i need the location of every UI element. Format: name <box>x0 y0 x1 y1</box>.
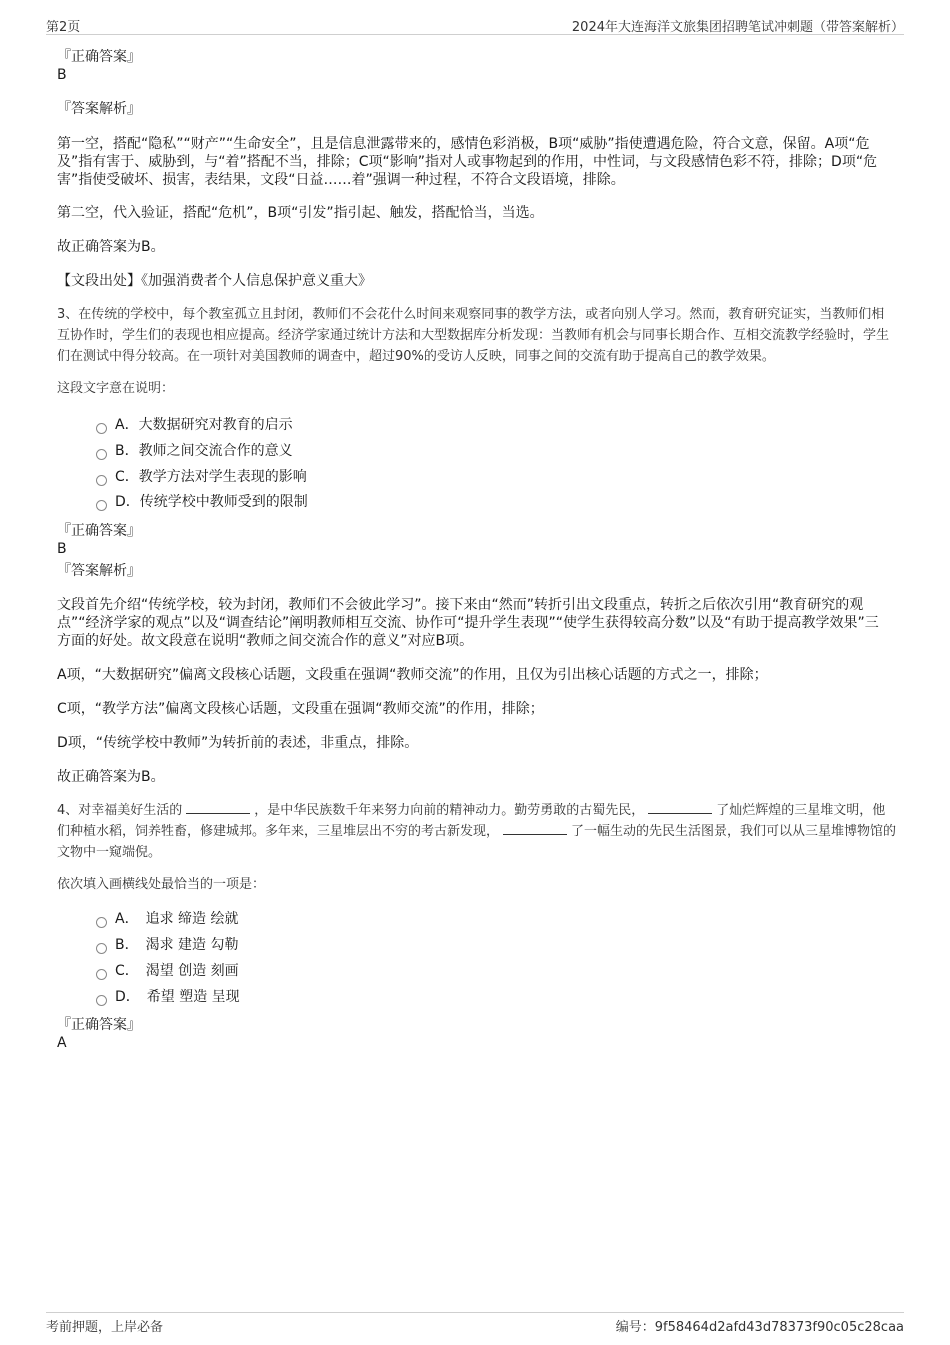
q3-answer: B <box>57 541 67 557</box>
page-footer <box>46 1312 904 1335</box>
document-title: 2024年大连海洋文旅集团招聘笔试冲刺题（带答案解析） <box>571 20 904 35</box>
option-label: C． 渴望 创造 刻画 <box>115 963 239 979</box>
q3-analysis-p4: D项，“传统学校中教师”为转折前的表述，非重点，排除。 <box>57 735 419 751</box>
q3-option-a[interactable] <box>96 416 293 434</box>
radio-icon[interactable] <box>96 917 107 928</box>
option-label: B． 渴求 建造 勾勒 <box>115 937 239 953</box>
q4-answer-label: 『正确答案』 <box>57 1017 141 1033</box>
q4-option-d[interactable] <box>96 988 240 1006</box>
q4-answer: A <box>57 1035 67 1051</box>
q3-analysis-p1: 文段首先介绍“传统学校，较为封闭，教师们不会彼此学习”。接下来由“然而”转折引出文段重点，转折之后依次引用“教育研究的观点”“经济学家的观点”以及“调查结论”阐明教师相互交流、协作可“提升学生表现”“使学生获得较高分数”以及“有助于提高教学效果”三方面的好处。故文段意在说明“教师之间交流合作的意义”对应B项。 <box>57 597 879 649</box>
q3-answer-label: 『正确答案』 <box>57 523 141 539</box>
q3-option-c[interactable] <box>96 468 307 486</box>
page-number: 第2页 <box>46 20 81 35</box>
q4-option-c[interactable] <box>96 962 239 980</box>
footer-slogan: 考前押题，上岸必备 <box>46 1320 164 1335</box>
radio-icon[interactable] <box>96 475 107 486</box>
q4-stem-part-c: 了灿烂辉煌的三星堆文明，他们种植水稻，饲养牲畜，修建城邦。多年来，三星堆层出不穷的考古新发现， <box>57 803 886 839</box>
q4-stem-part-b: ，是中华民族数千年来努力向前的精神动力。勤劳勇敢的古蜀先民， <box>254 803 645 818</box>
radio-icon[interactable] <box>96 500 107 511</box>
q3-analysis-label: 『答案解析』 <box>57 563 141 579</box>
q2-analysis-p1: 第一空，搭配“隐私”“财产”“生命安全”，且是信息泄露带来的，感情色彩消极，B项“威胁”指使遭遇危险，符合文意，保留。A项“危及”指有害于、威胁到，与“着”搭配不当，排除；C项“影响”指对人或事物起到的作用，中性词，与文段感情色彩不符，排除；D项“危害”指使受破坏、损害，表结果，文段“日益……着”强调一种过程，不符合文段语境，排除。 <box>57 136 878 188</box>
option-label: D．传统学校中教师受到的限制 <box>115 494 308 510</box>
q2-source: 【文段出处】《加强消费者个人信息保护意义重大》 <box>57 273 372 289</box>
radio-icon[interactable] <box>96 943 107 954</box>
q3-prompt: 这段文字意在说明： <box>57 381 175 396</box>
option-label: A． 追求 缔造 绘就 <box>115 911 239 927</box>
q3-option-b[interactable] <box>96 442 293 460</box>
radio-icon[interactable] <box>96 995 107 1006</box>
option-label: D． 希望 塑造 呈现 <box>115 989 240 1005</box>
page-header <box>46 14 904 35</box>
q3-option-d[interactable] <box>96 493 308 511</box>
q4-option-a[interactable] <box>96 910 238 928</box>
fill-blank-3 <box>503 821 567 835</box>
option-label: A．大数据研究对教育的启示 <box>115 417 293 433</box>
q3-stem: 3、在传统的学校中，每个教室孤立且封闭，教师们不会花什么时间来观察同事的教学方法，或者向别人学习。然而，教育研究证实，当教师们相互协作时，学生们的表现也相应提高。经济学家通过统计方法和大型数据库分析发现：当教师有机会与同事长期合作、互相交流教学经验时，学生们在测试中得分较高。在一项针对美国教师的调查中，超过90%的受访人反映，同事之间的交流有助于提高自己的教学效果。 <box>57 307 890 364</box>
radio-icon[interactable] <box>96 423 107 434</box>
document-id: 编号：9f58464d2afd43d78373f90c05c28caa <box>615 1320 904 1335</box>
option-label: B．教师之间交流合作的意义 <box>115 443 293 459</box>
fill-blank-2 <box>648 800 712 814</box>
option-label: C．教学方法对学生表现的影响 <box>115 469 307 485</box>
q3-analysis-p2: A项，“大数据研究”偏离文段核心话题，文段重在强调“教师交流”的作用，且仅为引出核心话题的方式之一，排除； <box>57 667 768 683</box>
q4-option-b[interactable] <box>96 936 239 954</box>
radio-icon[interactable] <box>96 969 107 980</box>
q2-analysis-label: 『答案解析』 <box>57 101 141 117</box>
q4-stem <box>57 800 897 863</box>
radio-icon[interactable] <box>96 449 107 460</box>
q4-stem-part-d: 了一幅生动的先民生活图景，我们可以从三星堆博物馆的文物中一窥端倪。 <box>57 824 897 860</box>
q4-prompt: 依次填入画横线处最恰当的一项是： <box>57 877 266 892</box>
q2-analysis-p2: 第二空，代入验证，搭配“危机”，B项“引发”指引起、触发，搭配恰当，当选。 <box>57 205 544 221</box>
q2-analysis-p3: 故正确答案为B。 <box>57 239 165 255</box>
q3-analysis-p5: 故正确答案为B。 <box>57 769 165 785</box>
q2-answer-label: 『正确答案』 <box>57 49 141 65</box>
q4-stem-part-a: 4、对幸福美好生活的 <box>57 803 183 818</box>
fill-blank-1 <box>186 800 250 814</box>
q3-analysis-p3: C项，“教学方法”偏离文段核心话题，文段重在强调“教师交流”的作用，排除； <box>57 701 544 717</box>
q2-answer: B <box>57 67 67 83</box>
